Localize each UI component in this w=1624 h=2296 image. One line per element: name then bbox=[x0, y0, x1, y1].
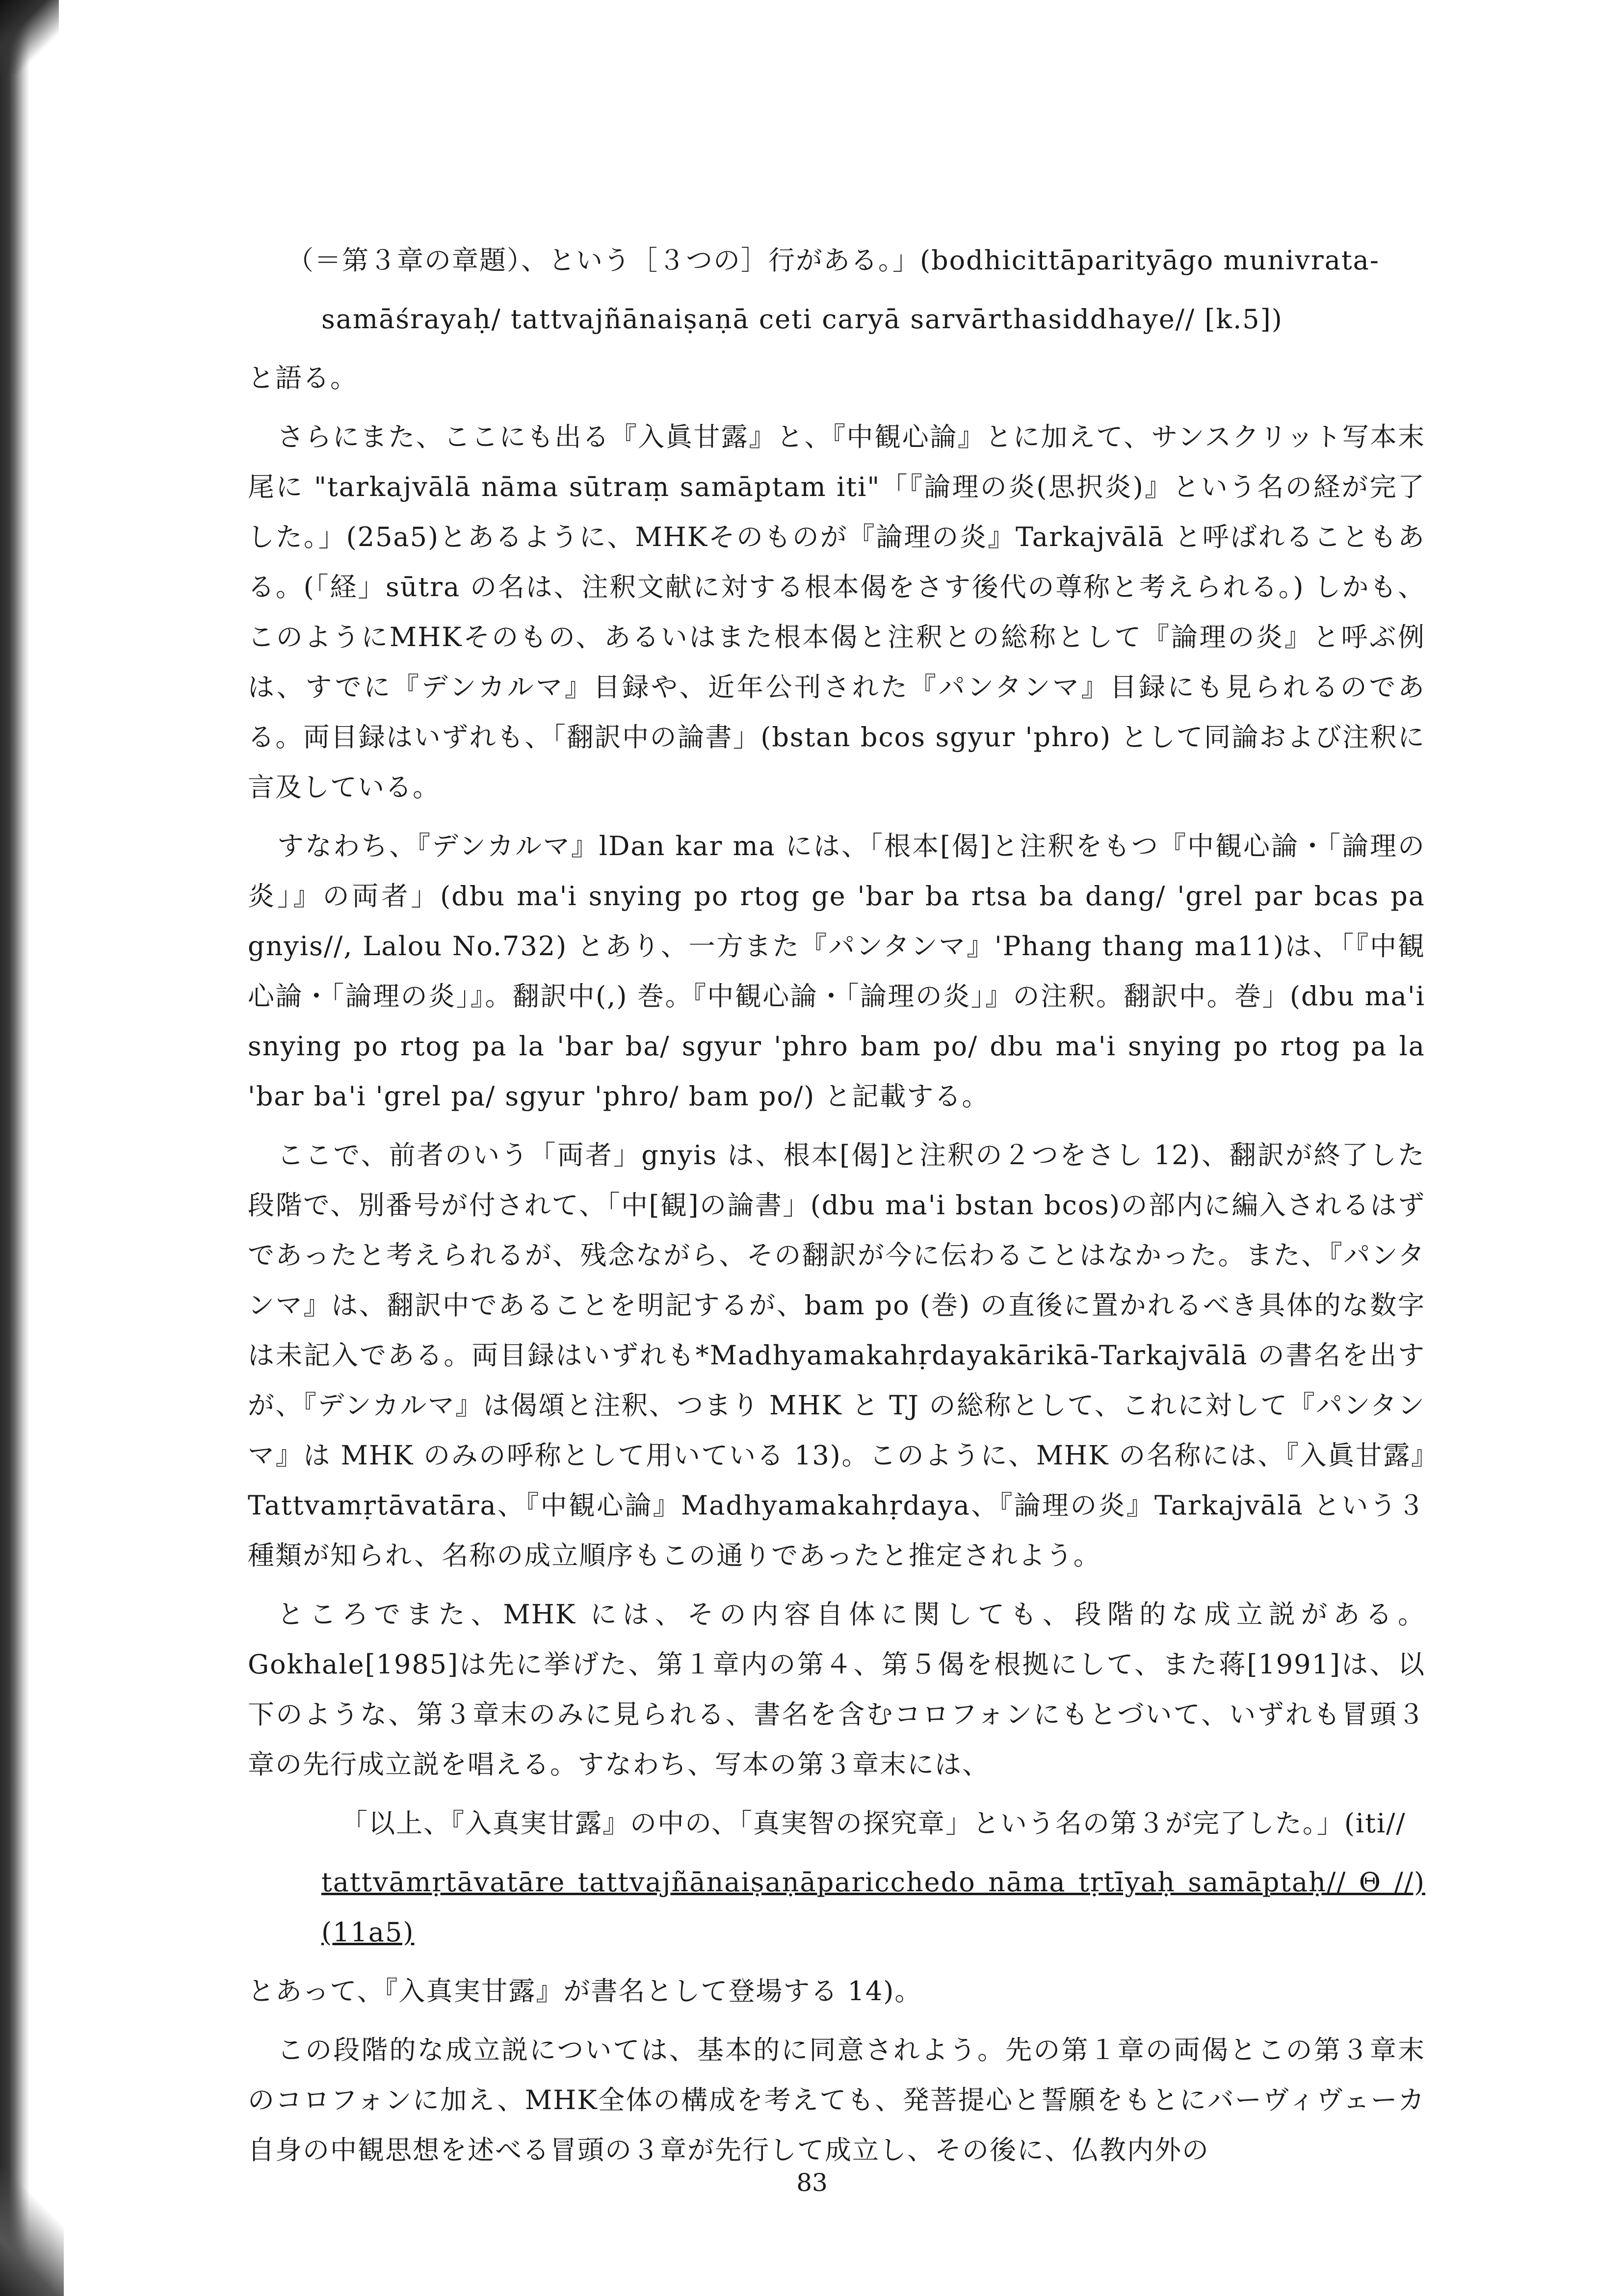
page-body bbox=[248, 235, 1425, 2184]
paragraph-quote-line: samāśrayaḥ/ tattvajñānaiṣaṇā ceti caryā sarvārthasiddhaye// [k.5]) bbox=[321, 304, 1283, 335]
paragraph-continued-quote: （＝第３章の章題）、という［３つの］行がある。」(bodhicittāparityāgo munivrata- bbox=[287, 245, 1380, 276]
paragraph-dankarma: すなわち、『デンカルマ』lDan kar ma には、「根本[偈]と注釈をもつ『中観心論・「論理の炎」』の両者」(dbu ma'i snying po rtog ge 'bar ba rtsa ba dang/ 'grel par bcas pa gnyis//, Lalou No.732) とあり、一方また『パンタンマ』'Phang thang ma11)は、「『中観心論・「論理の炎」』。翻訳中(,) 巻。『中観心論・「論理の炎」』の注釈。翻訳中。巻」(dbu ma'i snying po rtog pa la 'bar ba/ sgyur 'phro bam po/ dbu ma'i snying po rtog pa la 'bar ba'i 'grel pa/ sgyur 'phro/ bam po/) と記載する。 bbox=[248, 831, 1425, 1112]
paragraph-gokhale: ところでまた、MHK には、その内容自体に関しても、段階的な成立説がある。Gokhale[1985]は先に挙げた、第１章内の第４、第５偈を根拠にして、また蒋[1991]は、以下のような、第３章末のみに見られる、書名を含むコロフォンにもとづいて、いずれも冒頭３章の先行成立説を唱える。すなわち、写本の第３章末には、 bbox=[248, 1599, 1425, 1780]
paragraph-colophon-quote: 「以上、『入真実甘露』の中の、「真実智の探究章」という名の第３が完了した。」(iti// bbox=[341, 1808, 1406, 1839]
paragraph-title-appears: とあって、『入真実甘露』が書名として登場する 14)。 bbox=[248, 1976, 922, 2007]
paragraph-stages: この段階的な成立説については、基本的に同意されよう。先の第１章の両偈とこの第３章末のコロフォンに加え、MHK全体の構成を考えても、発菩提心と誓願をもとにバーヴィヴェーカ自身の中観思想を述べる冒頭の３章が先行して成立し、その後に、仏教内外の bbox=[248, 2035, 1425, 2166]
book-spine-shadow bbox=[0, 0, 29, 2296]
paragraph-gnyis: ここで、前者のいう「両者」gnyis は、根本[偈]と注釈の２つをさし 12)、翻訳が終了した段階で、別番号が付されて、「中[観]の論書」(dbu ma'i bstan bcos)の部内に編入されるはずであったと考えられるが、残念ながら、その翻訳が今に伝わることはなかった。また、『パンタンマ』は、翻訳中であることを明記するが、bam po (巻) の直後に置かれるべき具体的な数字は未記入である。両目録はいずれも*Madhyamakahṛdayakārikā-Tarkajvālā の書名を出すが、『デンカルマ』は偈頌と注釈、つまり MHK と TJ の総称として、これに対して『パンタンマ』は MHK のみの呼称として用いている 13)。このように、MHK の名称には、『入眞甘露』Tattvamṛtāvatāra、『中観心論』Madhyamakahṛdaya、『論理の炎』Tarkajvālā という３種類が知られ、名称の成立順序もこの通りであったと推定されよう。 bbox=[248, 1140, 1425, 1571]
paragraph-colophon-sanskrit: tattvāmṛtāvatāre tattvajñānaiṣaṇāparicchedo nāma tṛtīyaḥ samāptaḥ// Θ //)(11a5) bbox=[321, 1867, 1425, 1948]
spine-shadow-top bbox=[0, 0, 59, 74]
paragraph-tarkajvala: さらにまた、ここにも出る『入眞甘露』と、『中観心論』とに加えて、サンスクリット写本末尾に "tarkajvālā nāma sūtraṃ samāptam iti"「『論理の炎(思択炎)』という名の経が完了した。」(25a5)とあるように、MHKそのものが『論理の炎』Tarkajvālā と呼ばれることもある。(「経」sūtra の名は、注釈文献に対する根本偈をさす後代の尊称と考えられる。) しかも、このようにMHKそのもの、あるいはまた根本偈と注釈との総称として『論理の炎』と呼ぶ例は、すでに『デンカルマ』目録や、近年公刊された『パンタンマ』目録にも見られるのである。両目録はいずれも、「翻訳中の論書」(bstan bcos sgyur 'phro) として同論および注釈に言及している。 bbox=[248, 421, 1425, 803]
paragraph-kataru: と語る。 bbox=[248, 363, 358, 393]
page-number: 83 bbox=[796, 2168, 828, 2197]
